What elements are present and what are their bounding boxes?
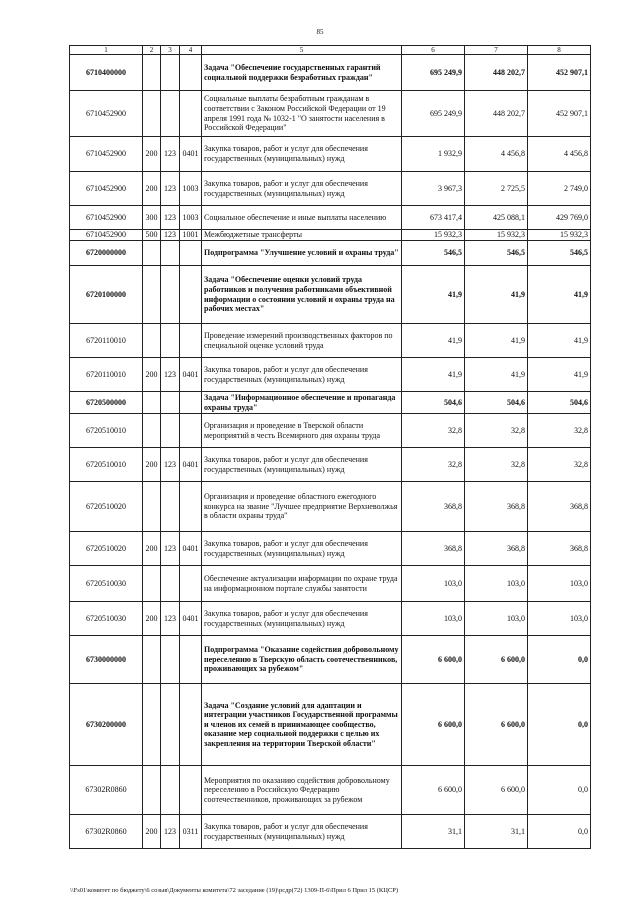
amount-col6-cell: 3 967,3 (402, 172, 465, 206)
amount-col7-cell: 448 202,7 (465, 55, 528, 91)
section-code-cell (180, 766, 202, 815)
amount-col8-cell: 32,8 (528, 448, 591, 482)
table-row (70, 55, 591, 91)
section-code-cell: 1001 (180, 230, 202, 241)
budget-code-cell: 6720000000 (70, 241, 143, 266)
section-code-cell: 0401 (180, 532, 202, 566)
budget-code-cell: 6710452900 (70, 230, 143, 241)
budget-code-cell: 6730200000 (70, 684, 143, 766)
section-code-cell (180, 414, 202, 448)
department-code-cell (161, 636, 180, 684)
amount-col7-cell: 103,0 (465, 602, 528, 636)
expense-type-cell (143, 266, 161, 324)
amount-col8-cell: 41,9 (528, 324, 591, 358)
table-row (70, 358, 591, 392)
amount-col6-cell: 31,1 (402, 815, 465, 849)
section-code-cell (180, 636, 202, 684)
item-name-cell: Закупка товаров, работ и услуг для обеспечения государственных (муниципальных) нужд (202, 448, 402, 482)
table-row (70, 684, 591, 766)
amount-col8-cell: 103,0 (528, 602, 591, 636)
table-row (70, 448, 591, 482)
amount-col8-cell: 368,8 (528, 532, 591, 566)
amount-col7-cell: 41,9 (465, 266, 528, 324)
item-name-cell: Закупка товаров, работ и услуг для обеспечения государственных (муниципальных) нужд (202, 815, 402, 849)
amount-col8-cell: 32,8 (528, 414, 591, 448)
item-name-cell: Обеспечение актуализации информации по охране труда на информационном портале службы занятости (202, 566, 402, 602)
item-name-cell: Проведение измерений производственных факторов по специальной оценке условий труда (202, 324, 402, 358)
amount-col7-cell: 4 456,8 (465, 137, 528, 172)
expense-type-cell (143, 55, 161, 91)
department-code-cell (161, 55, 180, 91)
budget-code-cell: 6720510020 (70, 482, 143, 532)
table-row (70, 766, 591, 815)
amount-col8-cell: 452 907,1 (528, 91, 591, 137)
expense-type-cell: 200 (143, 358, 161, 392)
budget-code-cell: 6710452900 (70, 172, 143, 206)
item-name-cell: Закупка товаров, работ и услуг для обеспечения государственных (муниципальных) нужд (202, 137, 402, 172)
table-row (70, 324, 591, 358)
budget-code-cell: 6710452900 (70, 206, 143, 230)
amount-col8-cell: 0,0 (528, 766, 591, 815)
amount-col6-cell: 6 600,0 (402, 766, 465, 815)
amount-col6-cell: 504,6 (402, 392, 465, 414)
column-number: 5 (202, 46, 402, 55)
column-number: 7 (465, 46, 528, 55)
amount-col6-cell: 103,0 (402, 566, 465, 602)
column-number-row (70, 46, 591, 55)
amount-col8-cell: 41,9 (528, 266, 591, 324)
budget-code-cell: 6720510030 (70, 566, 143, 602)
department-code-cell (161, 566, 180, 602)
amount-col8-cell: 4 456,8 (528, 137, 591, 172)
expense-type-cell (143, 766, 161, 815)
amount-col8-cell: 452 907,1 (528, 55, 591, 91)
footer-file-path: \\Fs01\комитет по бюджету\6 созыв\Документы комитета\72 заседание (19)\рсдр(72) 1309-П-6\Прил 6 Прил 15 (КЦСР) (70, 887, 399, 894)
budget-code-cell: 6720110010 (70, 358, 143, 392)
amount-col7-cell: 368,8 (465, 482, 528, 532)
department-code-cell (161, 684, 180, 766)
amount-col6-cell: 368,8 (402, 532, 465, 566)
amount-col8-cell: 0,0 (528, 815, 591, 849)
section-code-cell (180, 241, 202, 266)
expense-type-cell: 200 (143, 532, 161, 566)
department-code-cell (161, 392, 180, 414)
department-code-cell (161, 91, 180, 137)
department-code-cell (161, 482, 180, 532)
amount-col6-cell: 6 600,0 (402, 636, 465, 684)
department-code-cell: 123 (161, 206, 180, 230)
budget-code-cell: 6710452900 (70, 91, 143, 137)
section-code-cell (180, 55, 202, 91)
item-name-cell: Закупка товаров, работ и услуг для обеспечения государственных (муниципальных) нужд (202, 358, 402, 392)
amount-col8-cell: 103,0 (528, 566, 591, 602)
expense-type-cell (143, 636, 161, 684)
column-number: 8 (528, 46, 591, 55)
department-code-cell (161, 266, 180, 324)
item-name-cell: Закупка товаров, работ и услуг для обеспечения государственных (муниципальных) нужд (202, 172, 402, 206)
column-number: 2 (143, 46, 161, 55)
amount-col7-cell: 41,9 (465, 324, 528, 358)
amount-col6-cell: 15 932,3 (402, 230, 465, 241)
amount-col7-cell: 6 600,0 (465, 684, 528, 766)
column-number: 1 (70, 46, 143, 55)
section-code-cell (180, 566, 202, 602)
column-number: 3 (161, 46, 180, 55)
item-name-cell: Закупка товаров, работ и услуг для обеспечения государственных (муниципальных) нужд (202, 532, 402, 566)
department-code-cell (161, 324, 180, 358)
table-row (70, 241, 591, 266)
item-name-cell: Организация и проведение в Тверской области мероприятий в честь Всемирного дня охраны труда (202, 414, 402, 448)
amount-col7-cell: 41,9 (465, 358, 528, 392)
amount-col7-cell: 6 600,0 (465, 766, 528, 815)
item-name-cell: Подпрограмма "Оказание содействия добровольному переселению в Тверскую область соотечественников, проживающих за рубежом" (202, 636, 402, 684)
table-row (70, 636, 591, 684)
section-code-cell: 1003 (180, 206, 202, 230)
department-code-cell: 123 (161, 137, 180, 172)
section-code-cell (180, 684, 202, 766)
table-row (70, 602, 591, 636)
expense-type-cell: 500 (143, 230, 161, 241)
table-row (70, 414, 591, 448)
table-row (70, 206, 591, 230)
amount-col7-cell: 15 932,3 (465, 230, 528, 241)
amount-col6-cell: 32,8 (402, 448, 465, 482)
expense-type-cell (143, 241, 161, 266)
amount-col7-cell: 31,1 (465, 815, 528, 849)
budget-code-cell: 6730000000 (70, 636, 143, 684)
expense-type-cell: 200 (143, 137, 161, 172)
department-code-cell (161, 766, 180, 815)
amount-col6-cell: 103,0 (402, 602, 465, 636)
budget-code-cell: 67302R0860 (70, 815, 143, 849)
amount-col6-cell: 673 417,4 (402, 206, 465, 230)
section-code-cell: 1003 (180, 172, 202, 206)
section-code-cell: 0401 (180, 137, 202, 172)
amount-col8-cell: 429 769,0 (528, 206, 591, 230)
amount-col6-cell: 695 249,9 (402, 55, 465, 91)
amount-col6-cell: 41,9 (402, 358, 465, 392)
amount-col8-cell: 2 749,0 (528, 172, 591, 206)
amount-col7-cell: 32,8 (465, 414, 528, 448)
budget-code-cell: 6710400000 (70, 55, 143, 91)
amount-col8-cell: 0,0 (528, 684, 591, 766)
table-row (70, 266, 591, 324)
section-code-cell (180, 482, 202, 532)
expense-type-cell (143, 324, 161, 358)
department-code-cell: 123 (161, 602, 180, 636)
budget-code-cell: 6720510010 (70, 414, 143, 448)
department-code-cell: 123 (161, 230, 180, 241)
section-code-cell: 0401 (180, 448, 202, 482)
expense-type-cell (143, 684, 161, 766)
item-name-cell: Задача "Обеспечение оценки условий труда работников и получения работниками объективной информации о состоянии условий и охраны труда на рабочих местах" (202, 266, 402, 324)
amount-col7-cell: 425 088,1 (465, 206, 528, 230)
amount-col8-cell: 15 932,3 (528, 230, 591, 241)
budget-code-cell: 6720100000 (70, 266, 143, 324)
table-row (70, 91, 591, 137)
budget-code-cell: 67302R0860 (70, 766, 143, 815)
amount-col6-cell: 32,8 (402, 414, 465, 448)
amount-col7-cell: 546,5 (465, 241, 528, 266)
department-code-cell (161, 414, 180, 448)
table-row (70, 137, 591, 172)
table-row (70, 482, 591, 532)
item-name-cell: Закупка товаров, работ и услуг для обеспечения государственных (муниципальных) нужд (202, 602, 402, 636)
section-code-cell: 0311 (180, 815, 202, 849)
item-name-cell: Подпрограмма "Улучшение условий и охраны труда" (202, 241, 402, 266)
amount-col8-cell: 0,0 (528, 636, 591, 684)
amount-col7-cell: 103,0 (465, 566, 528, 602)
item-name-cell: Социальное обеспечение и иные выплаты населению (202, 206, 402, 230)
page-number: 85 (316, 28, 324, 36)
expense-type-cell (143, 392, 161, 414)
amount-col8-cell: 504,6 (528, 392, 591, 414)
section-code-cell: 0401 (180, 602, 202, 636)
section-code-cell (180, 392, 202, 414)
expense-type-cell (143, 91, 161, 137)
item-name-cell: Задача "Обеспечение государственных гарантий социальной поддержки безработных граждан" (202, 55, 402, 91)
budget-code-cell: 6720110010 (70, 324, 143, 358)
amount-col6-cell: 1 932,9 (402, 137, 465, 172)
budget-code-cell: 6710452900 (70, 137, 143, 172)
budget-code-cell: 6720510020 (70, 532, 143, 566)
amount-col8-cell: 368,8 (528, 482, 591, 532)
column-number: 6 (402, 46, 465, 55)
budget-code-cell: 6720510010 (70, 448, 143, 482)
expense-type-cell: 300 (143, 206, 161, 230)
department-code-cell: 123 (161, 448, 180, 482)
amount-col7-cell: 504,6 (465, 392, 528, 414)
table-row (70, 815, 591, 849)
expense-type-cell (143, 566, 161, 602)
item-name-cell: Организация и проведение областного ежегодного конкурса на звание "Лучшее предприятие Верхневолжья в области охраны труда" (202, 482, 402, 532)
expense-type-cell: 200 (143, 602, 161, 636)
table-row (70, 392, 591, 414)
section-code-cell (180, 91, 202, 137)
expense-type-cell: 200 (143, 448, 161, 482)
item-name-cell: Задача "Информационное обеспечение и пропаганда охраны труда" (202, 392, 402, 414)
amount-col7-cell: 2 725,5 (465, 172, 528, 206)
item-name-cell: Социальные выплаты безработным гражданам в соответствии с Законом Российской Федерации от 19 апреля 1991 года № 1032-1 "О занятости населения в Российской Федерации" (202, 91, 402, 137)
section-code-cell (180, 324, 202, 358)
expense-type-cell (143, 414, 161, 448)
amount-col7-cell: 6 600,0 (465, 636, 528, 684)
budget-code-cell: 6720500000 (70, 392, 143, 414)
table-row (70, 230, 591, 241)
department-code-cell (161, 241, 180, 266)
section-code-cell: 0401 (180, 358, 202, 392)
table-row (70, 532, 591, 566)
amount-col8-cell: 546,5 (528, 241, 591, 266)
amount-col6-cell: 41,9 (402, 324, 465, 358)
amount-col6-cell: 41,9 (402, 266, 465, 324)
amount-col7-cell: 368,8 (465, 532, 528, 566)
column-number: 4 (180, 46, 202, 55)
department-code-cell: 123 (161, 358, 180, 392)
amount-col8-cell: 41,9 (528, 358, 591, 392)
amount-col6-cell: 546,5 (402, 241, 465, 266)
amount-col6-cell: 695 249,9 (402, 91, 465, 137)
amount-col7-cell: 448 202,7 (465, 91, 528, 137)
item-name-cell: Задача "Создание условий для адаптации и интеграции участников Государственной программы и членов их семей в принимающее сообщество, оказание мер социальной поддержки с целью их закрепления на территории Тверской области" (202, 684, 402, 766)
amount-col6-cell: 6 600,0 (402, 684, 465, 766)
department-code-cell: 123 (161, 815, 180, 849)
budget-code-cell: 6720510030 (70, 602, 143, 636)
expense-type-cell: 200 (143, 815, 161, 849)
expense-type-cell (143, 482, 161, 532)
expense-type-cell: 200 (143, 172, 161, 206)
table-row (70, 566, 591, 602)
amount-col6-cell: 368,8 (402, 482, 465, 532)
item-name-cell: Мероприятия по оказанию содействия добровольному переселению в Российскую Федерацию соотечественников, проживающих за рубежом (202, 766, 402, 815)
department-code-cell: 123 (161, 172, 180, 206)
amount-col7-cell: 32,8 (465, 448, 528, 482)
table-row (70, 172, 591, 206)
item-name-cell: Межбюджетные трансферты (202, 230, 402, 241)
department-code-cell: 123 (161, 532, 180, 566)
budget-table (69, 45, 591, 849)
section-code-cell (180, 266, 202, 324)
